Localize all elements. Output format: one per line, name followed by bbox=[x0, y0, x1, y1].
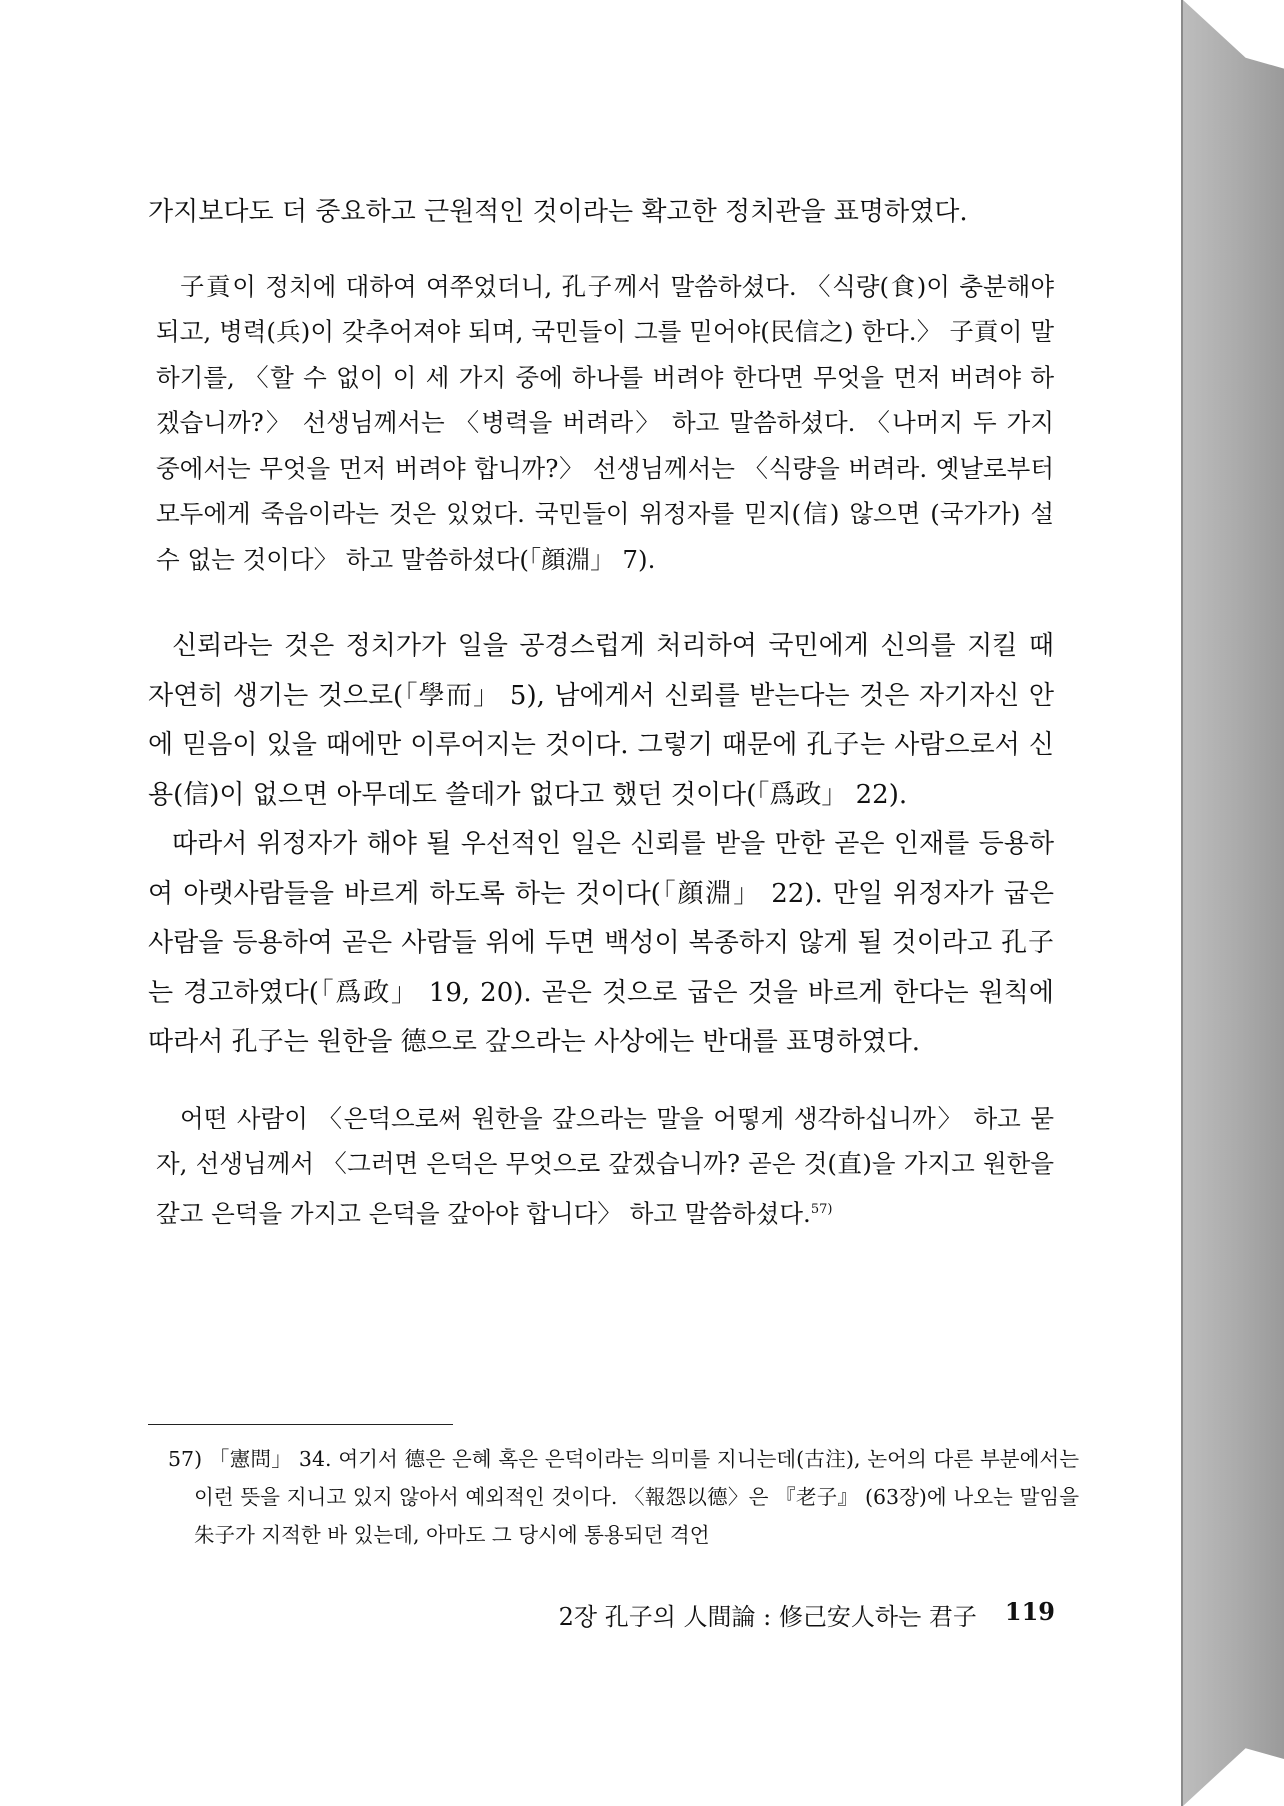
quotation-1: 子貢이 정치에 대하여 여쭈었더니, 孔子께서 말씀하셨다. 〈식량(食)이 충분해야 되고, 병력(兵)이 갖추어져야 되며, 국민들이 그를 믿어야(民信之) 한다.〉 子貢이 말하기를, 〈할 수 없이 이 세 가지 중에 하나를 버려야 한다면 무엇을 먼저 버려야 하겠습니까?〉 선생님께서는 〈병력을 버려라〉 하고 말씀하셨다. 〈나머지 두 가지 중에서는 무엇을 먼저 버려야 합니까?〉 선생님께서는 〈식량을 버려라. 옛날로부터 모두에게 죽음이라는 것은 있었다. 국민들이 위정자를 믿지(信) 않으면 (국가가) 설 수 없는 것이다〉 하고 말씀하셨다(「顔淵」 7). bbox=[156, 271, 1054, 574]
paragraph-2: 신뢰라는 것은 정치가가 일을 공경스럽게 처리하여 국민에게 신의를 지킬 때 자연히 생기는 것으로(「學而」 5), 남에게서 신뢰를 받는다는 것은 자기자신 안에 믿음이 있을 때에만 이루어지는 것이다. 그렇기 때문에 孔子는 사람으로서 신용(信)이 없으면 아무데도 쓸데가 없다고 했던 것이다(「爲政」 22). bbox=[148, 631, 1054, 810]
page-footer bbox=[500, 1597, 1055, 1632]
footnote-divider bbox=[148, 1424, 453, 1425]
paragraph-3: 따라서 위정자가 해야 될 우선적인 일은 신뢰를 받을 만한 곧은 인재를 등용하여 아랫사람들을 바르게 하도록 하는 것이다(「顔淵」 22). 만일 위정자가 굽은 사람을 등용하여 곧은 사람들 위에 두면 백성이 복종하지 않게 될 것이라고 孔子는 경고하였다(「爲政」 19, 20). 곧은 것으로 굽은 것을 바르게 한다는 원칙에 따라서 孔子는 원한을 德으로 갚으라는 사상에는 반대를 표명하였다. bbox=[148, 829, 1054, 1057]
quotation-2-text: 어떤 사람이 〈은덕으로써 원한을 갚으라는 말을 어떻게 생각하십니까〉 하고 묻자, 선생님께서 〈그러면 은덕은 무엇으로 갚겠습니까? 곧은 것(直)을 가지고 원한을 갚고 은덕을 가지고 은덕을 갚아야 합니다〉 하고 말씀하셨다. bbox=[156, 1103, 1054, 1228]
page-number: 119 bbox=[1004, 1597, 1055, 1626]
quotation-2 bbox=[148, 1096, 1054, 1237]
running-head: 2장 孔子의 人間論 : 修己安人하는 君子 bbox=[558, 1603, 977, 1631]
paragraph-1: 가지보다도 더 중요하고 근원적인 것이라는 확고한 정치관을 표명하였다. bbox=[148, 197, 968, 227]
footnote-marker[interactable]: 57) bbox=[810, 1201, 833, 1217]
page-body bbox=[148, 188, 1054, 1236]
footnote-57: 57) 「憲問」 34. 여기서 德은 은혜 혹은 은덕이라는 의미를 지니는데(古注), 논어의 다른 부분에서는 이런 뜻을 지니고 있지 않아서 예외적인 것이다. 〈報怨以德〉은 『老子』 (63장)에 나오는 말임을 朱子가 지적한 바 있는데, 아마도 그 당시에 통용되던 격언 bbox=[168, 1447, 1079, 1547]
book-edge bbox=[1183, 0, 1284, 1806]
